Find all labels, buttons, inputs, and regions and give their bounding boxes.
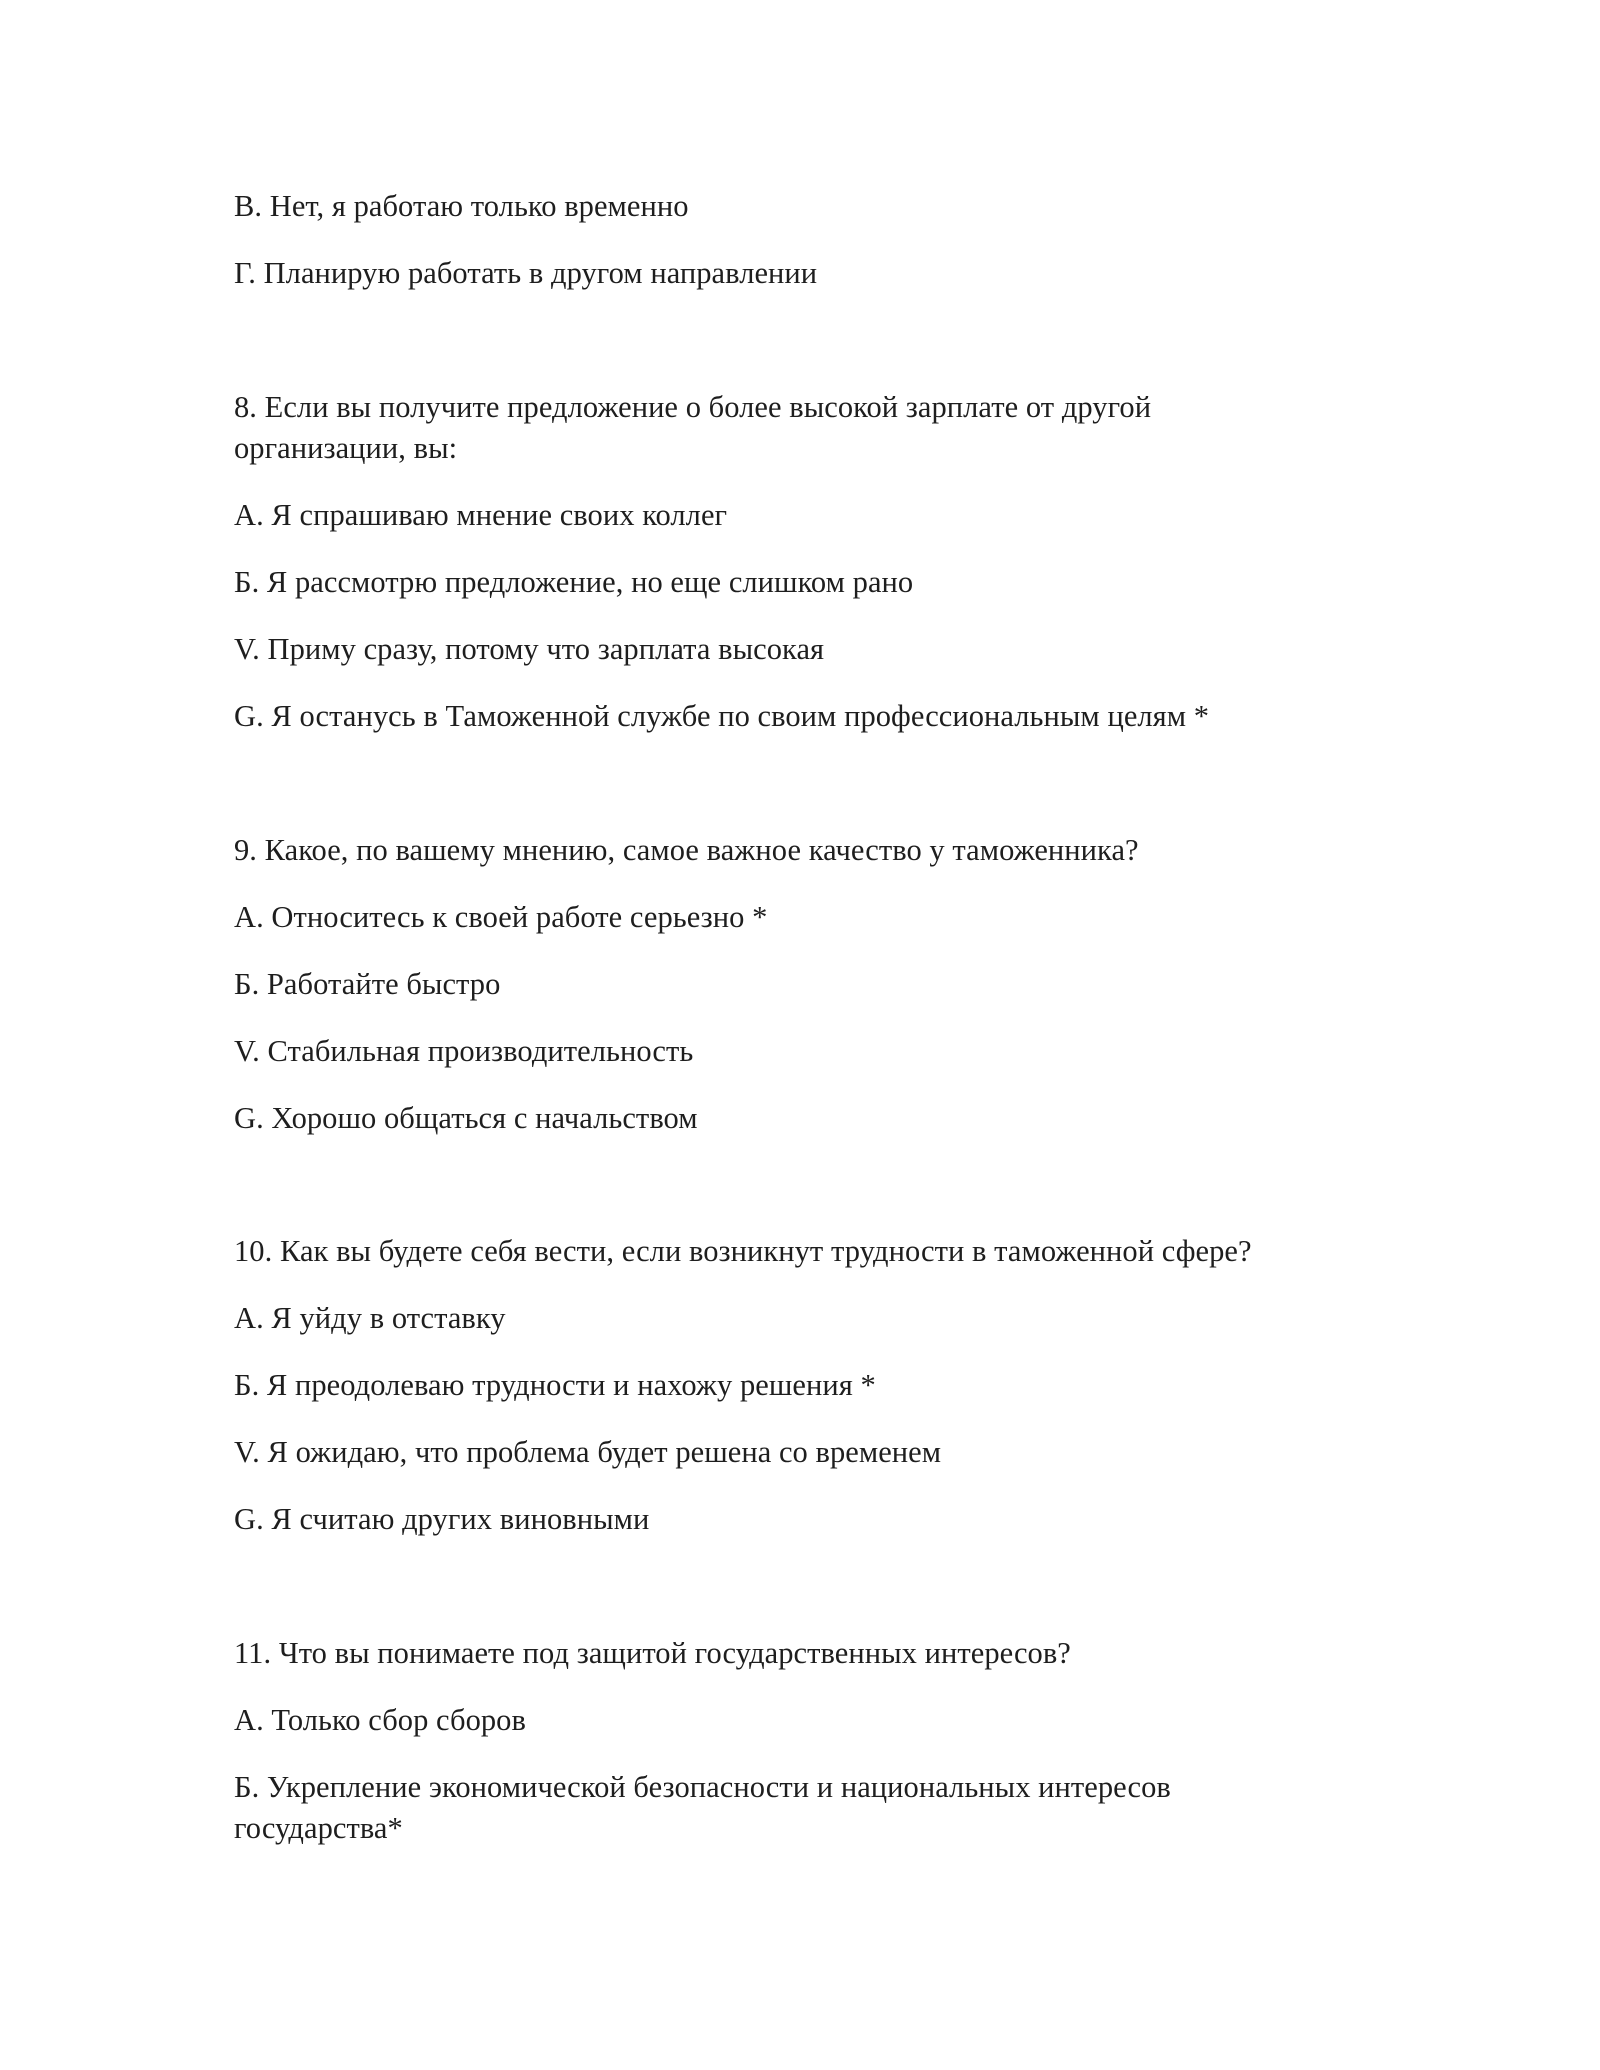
answer-option: А. Относитесь к своей работе серьезно * [234,900,768,934]
answer-option: V. Стабильная производительность [234,1034,694,1068]
answer-option: Б. Я рассмотрю предложение, но еще слишком рано [234,565,914,599]
answer-option: А. Только сбор сборов [234,1703,526,1737]
answer-option: G. Хорошо общаться с начальством [234,1101,698,1135]
answer-option: А. Я спрашиваю мнение своих коллег [234,498,728,532]
answer-option-continued: государства* [234,1811,403,1845]
question-9-text: 9. Какое, по вашему мнению, самое важное качество у таможенника? [234,833,1139,867]
answer-option: В. Нет, я работаю только временно [234,189,689,223]
question-11-text: 11. Что вы понимаете под защитой государственных интересов? [234,1636,1071,1670]
answer-option: Б. Укрепление экономической безопасности и национальных интересов [234,1770,1171,1804]
answer-option: G. Я останусь в Таможенной службе по своим профессиональным целям * [234,699,1210,733]
answer-option: Г. Планирую работать в другом направлении [234,256,818,290]
answer-option: V. Приму сразу, потому что зарплата высокая [234,632,825,666]
answer-option: V. Я ожидаю, что проблема будет решена со временем [234,1435,942,1469]
question-8-text: 8. Если вы получите предложение о более высокой зарплате от другой [234,390,1152,424]
question-10-text: 10. Как вы будете себя вести, если возникнут трудности в таможенной сфере? [234,1234,1252,1268]
question-8-text-continued: организации, вы: [234,431,458,465]
answer-option: Б. Я преодолеваю трудности и нахожу решения * [234,1368,876,1402]
answer-option: Б. Работайте быстро [234,967,501,1001]
answer-option: G. Я считаю других виновными [234,1502,650,1536]
answer-option: А. Я уйду в отставку [234,1301,506,1335]
